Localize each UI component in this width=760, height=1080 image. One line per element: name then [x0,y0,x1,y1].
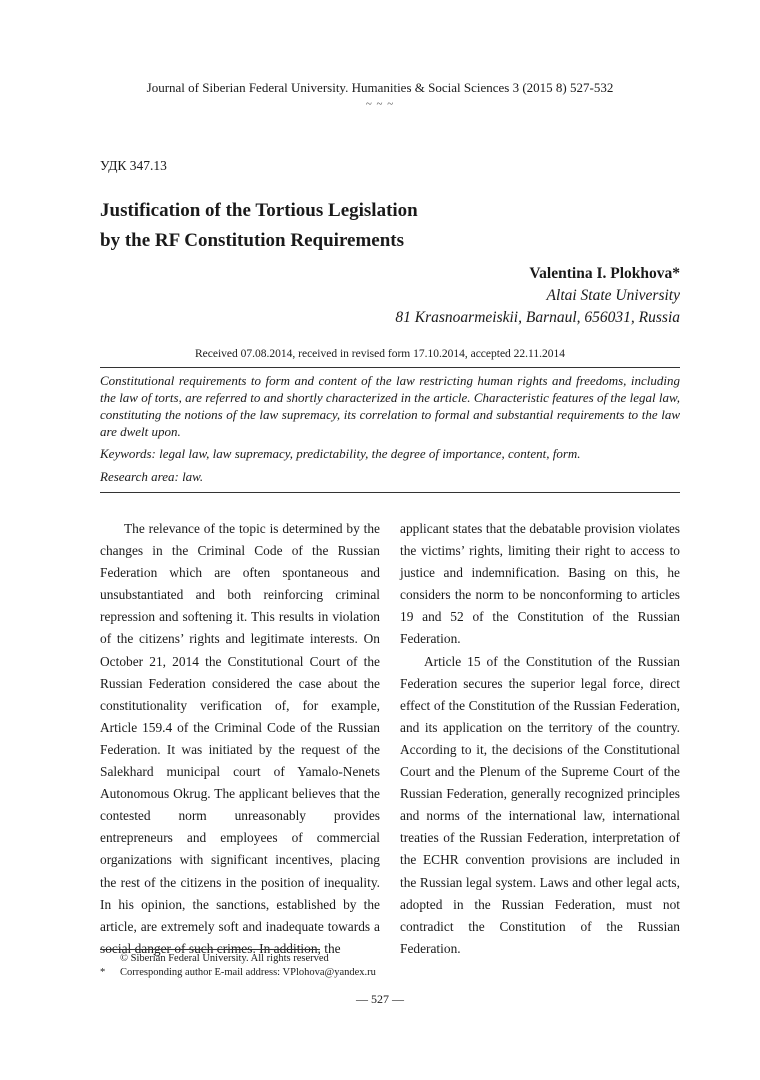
body-paragraph: applicant states that the debatable provision violates the victims’ rights, limiting their right to access to justice and indemnification. Basing on this, he considers the norm to be nonconforming to articles 19 and 52 of the Constitution of the Russian Federation. [400,521,680,647]
footnote-copyright-row [100,952,376,966]
body-column-right [400,518,680,960]
body-paragraph: The relevance of the topic is determined by the changes in the Criminal Code of the Russian Federation which are often spontaneous and unsubstantiated and both reinforcing criminal repression and softening it. This results in violation of the citizens’ rights and legitimate interests. On October 21, 2014 the Constitutional Court of the Russian Federation considered the case about the constitutionality verification of, for example, Article 159.4 of the Criminal Code of the Russian Federation. It was initiated by the request of the Salekhard municipal court of Yamalo-Nenets Autonomous Okrug. The applicant believes that the contested norm unreasonably provides entrepreneurs and employees of commercial organizations with significant incentives, placing the rest of the citizens in the position of inequality. In his opinion, the sanctions, established by the article, are extremely soft and inadequate towards a social danger of such crimes. In addition, the [100,521,380,956]
footnote-author-row [100,966,376,980]
title-line-2: by the RF Constitution Requirements [100,230,405,251]
page-number: — 527 — [356,992,404,1006]
received-dates: Received 07.08.2014, received in revised form 17.10.2014, accepted 22.11.2014 [194,348,566,360]
footnote-copyright: © Siberian Federal University. All rights reserved [120,953,329,964]
author-name: Valentina I. Plokhova* [529,265,680,282]
footnote-corresponding: Corresponding author E-mail address: VPlohova@yandex.ru [120,967,376,978]
author-address: 81 Krasnoarmeiskii, Barnaul, 656031, Russia [395,309,680,326]
body-column-left [100,518,380,960]
footnote-rule [100,949,320,950]
abstract-top-rule [100,367,680,368]
body-paragraph: Article 15 of the Constitution of the Russian Federation secures the superior legal force, direct effect of the Constitution of the Russian Federation, and its application on the territory of the country. According to it, the decisions of the Constitutional Court and the Plenum of the Supreme Court of the Russian Federation, generally recognized principles and norms of the international law, international treaties of the Russian Federation, interpretation of the ECHR convention provisions are included in the Russian legal system. Laws and other legal acts, adopted in the Russian Federation, must not contradict the Constitution of the Russian Federation. [400,653,680,956]
header-ornament: ~ ~ ~ [365,98,395,110]
abstract-text: Constitutional requirements to form and content of the law restricting human rights and freedoms, including the law of torts, are referred to and shortly characterized in the article. Characteristic features of the legal law, constituting the notions of the law supremacy, its correlation to formal and substantial requirements to the law are dwelt upon. [100,373,680,439]
title-line-1: Justification of the Tortious Legislation [100,200,418,221]
abstract-bottom-rule [100,492,680,493]
abstract [100,372,680,485]
footnote-asterisk: * [100,967,106,978]
keywords: Keywords: legal law, law supremacy, predictability, the degree of importance, content, form. [100,446,581,461]
journal-header: Journal of Siberian Federal University. Humanities & Social Sciences 3 (2015 8) 527-532 [146,80,614,95]
udk-code: УДК 347.13 [100,158,167,173]
research-area: Research area: law. [100,469,204,484]
footnotes [100,952,376,980]
author-block [395,263,680,329]
author-affiliation: Altai State University [546,287,680,304]
article-title [100,196,660,256]
